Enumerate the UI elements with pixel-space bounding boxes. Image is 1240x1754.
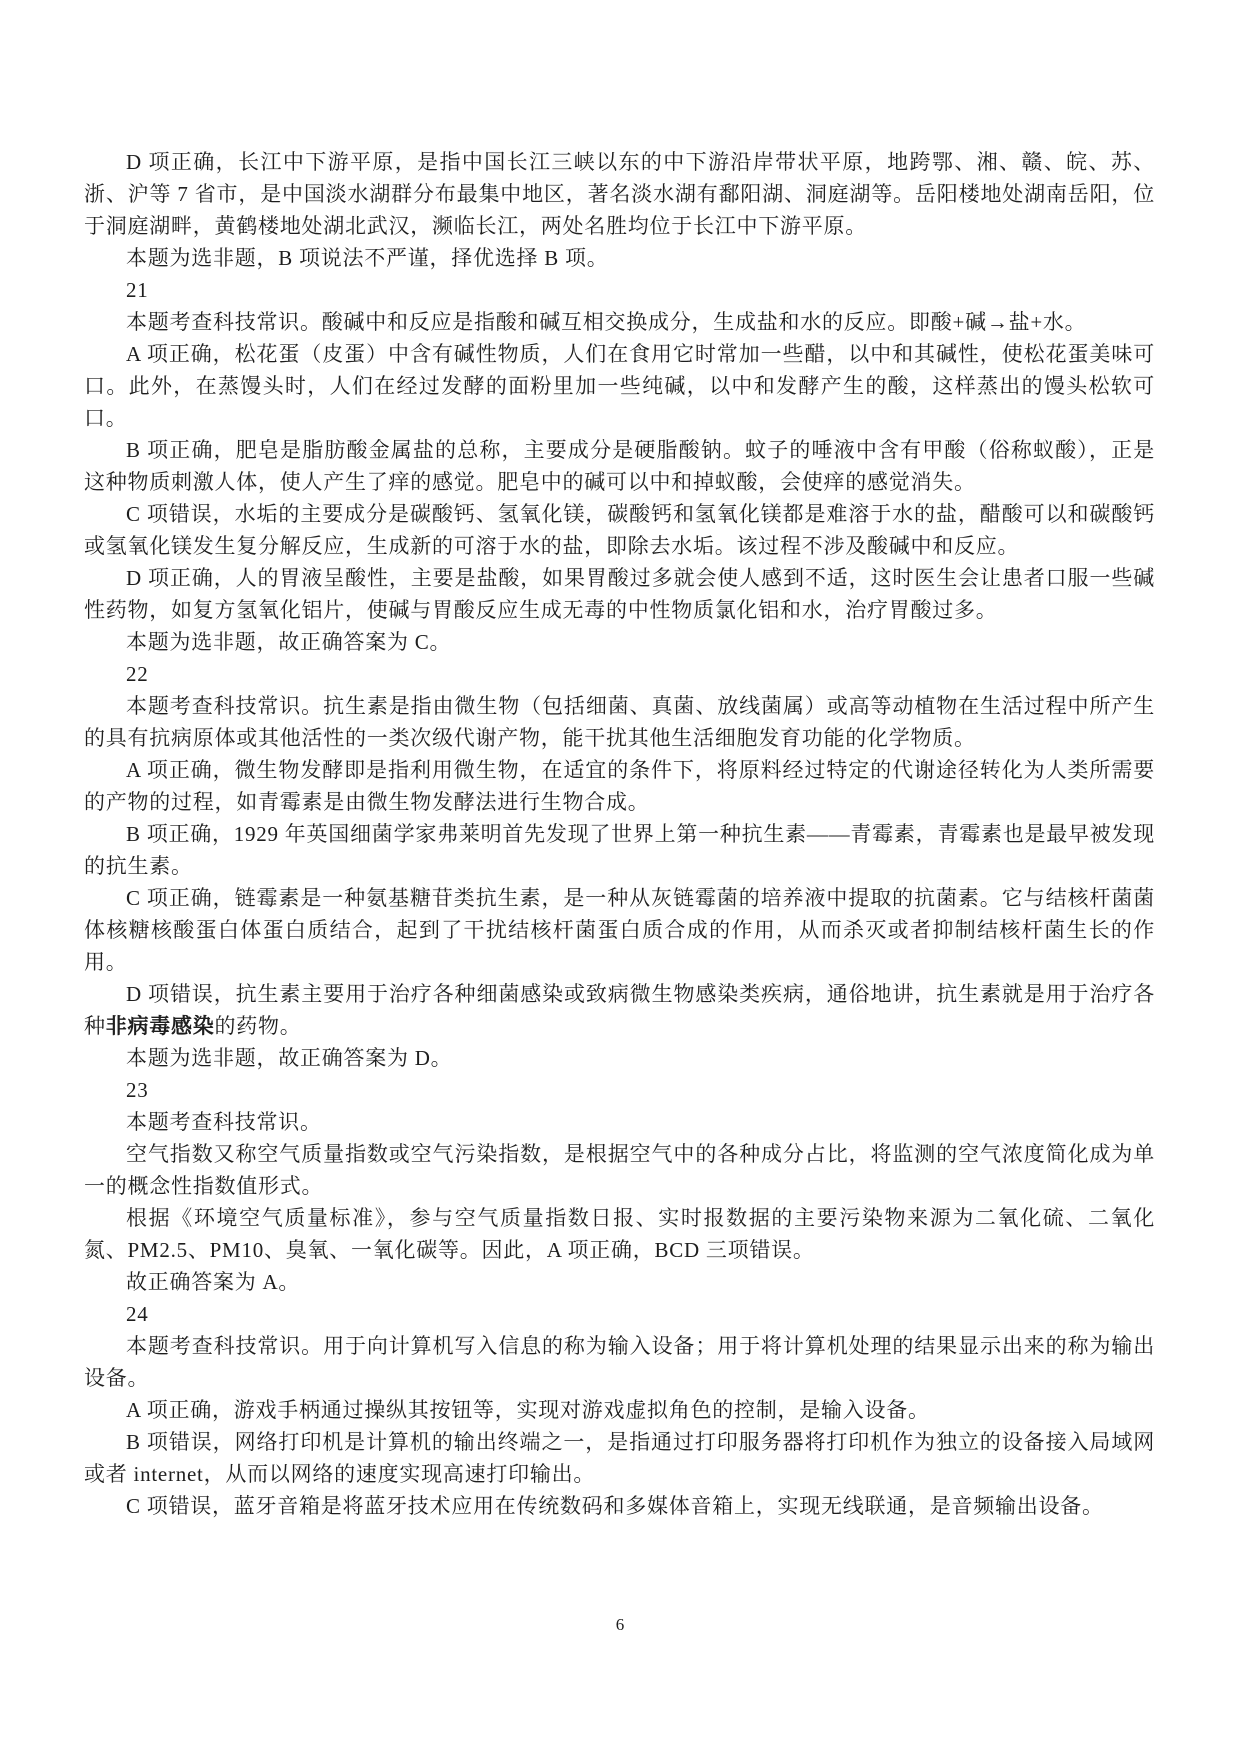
text-segment: C 项错误，水垢的主要成分是碳酸钙、氢氧化镁，碳酸钙和氢氧化镁都是难溶于水的盐，醋酸可以和碳酸钙或氢氧化镁发生复分解反应，生成新的可溶于水的盐，即除去水垢。该过程不涉及酸碱中和反应。 [84,502,1155,558]
paragraph [84,1330,1155,1394]
text-segment: A 项正确，松花蛋（皮蛋）中含有碱性物质，人们在食用它时常加一些醋，以中和其碱性，使松花蛋美味可口。此外，在蒸馒头时，人们在经过发酵的面粉里加一些纯碱，以中和发酵产生的酸，这样蒸出的馒头松软可口。 [84,342,1155,430]
paragraph [84,434,1155,498]
text-segment: 本题考查科技常识。酸碱中和反应是指酸和碱互相交换成分，生成盐和水的反应。即酸+碱→盐+水。 [126,310,1087,334]
paragraph [84,978,1155,1042]
paragraph [84,626,1155,658]
paragraph [84,818,1155,882]
text-segment: C 项错误，蓝牙音箱是将蓝牙技术应用在传统数码和多媒体音箱上，实现无线联通，是音频输出设备。 [126,1494,1104,1518]
paragraph [84,562,1155,626]
paragraph [84,498,1155,562]
text-segment: A 项正确，微生物发酵即是指利用微生物，在适宜的条件下，将原料经过特定的代谢途径转化为人类所需要的产物的过程，如青霉素是由微生物发酵法进行生物合成。 [84,758,1155,814]
paragraph [84,1266,1155,1298]
paragraph [84,306,1155,338]
text-segment: 空气指数又称空气质量指数或空气污染指数，是根据空气中的各种成分占比，将监测的空气浓度简化成为单一的概念性指数值形式。 [84,1142,1155,1198]
text-segment: 根据《环境空气质量标准》，参与空气质量指数日报、实时报数据的主要污染物来源为二氧化硫、二氧化氮、PM2.5、PM10、臭氧、一氧化碳等。因此，A 项正确，BCD 三项错误。 [84,1206,1155,1262]
paragraph [84,1202,1155,1266]
text-segment: C 项正确，链霉素是一种氨基糖苷类抗生素，是一种从灰链霉菌的培养液中提取的抗菌素。它与结核杆菌菌体核糖核酸蛋白体蛋白质结合，起到了干扰结核杆菌蛋白质合成的作用，从而杀灭或者抑制结核杆菌生长的作用。 [84,886,1155,974]
text-segment: D 项正确，长江中下游平原，是指中国长江三峡以东的中下游沿岸带状平原，地跨鄂、湘、赣、皖、苏、浙、沪等 7 省市，是中国淡水湖群分布最集中地区，著名淡水湖有鄱阳湖、洞庭湖等。岳阳楼地处湖南岳阳，位于洞庭湖畔，黄鹤楼地处湖北武汉，濒临长江，两处名胜均位于长江中下游平原。 [84,150,1155,238]
text-segment: 本题考查科技常识。 [126,1110,322,1134]
paragraph [84,242,1155,274]
text-segment: D 项错误，抗生素主要用于治疗各种细菌感染或致病微生物感染类疾病，通俗地讲，抗生素就是用于治疗各种 [84,982,1155,1038]
question-number: 23 [126,1078,149,1102]
question-number: 22 [126,662,149,686]
text-segment: 的药物。 [214,1014,302,1038]
text-segment: 本题为选非题，故正确答案为 C。 [126,630,452,654]
text-segment: A 项正确，游戏手柄通过操纵其按钮等，实现对游戏虚拟角色的控制，是输入设备。 [126,1398,930,1422]
document-body [84,146,1155,1522]
paragraph [84,338,1155,434]
page-number: 6 [615,1615,625,1634]
text-segment: B 项错误，网络打印机是计算机的输出终端之一，是指通过打印服务器将打印机作为独立的设备接入局域网或者 internet，从而以网络的速度实现高速打印输出。 [84,1430,1155,1486]
text-segment: 本题考查科技常识。用于向计算机写入信息的称为输入设备；用于将计算机处理的结果显示出来的称为输出设备。 [84,1334,1155,1390]
paragraph [84,1042,1155,1074]
page-footer [0,1614,1240,1636]
text-segment: B 项正确，肥皂是脂肪酸金属盐的总称，主要成分是硬脂酸钠。蚊子的唾液中含有甲酸（俗称蚁酸），正是这种物质刺激人体，使人产生了痒的感觉。肥皂中的碱可以中和掉蚁酸，会使痒的感觉消失。 [84,438,1155,494]
text-segment: 本题为选非题，故正确答案为 D。 [126,1046,453,1070]
paragraph [84,754,1155,818]
text-segment: 故正确答案为 A。 [126,1270,301,1294]
paragraph [84,1426,1155,1490]
paragraph [84,690,1155,754]
text-segment: 本题考查科技常识。抗生素是指由微生物（包括细菌、真菌、放线菌属）或高等动植物在生活过程中所产生的具有抗病原体或其他活性的一类次级代谢产物，能干扰其他生活细胞发育功能的化学物质。 [84,694,1155,750]
paragraph [84,1106,1155,1138]
paragraph [84,1394,1155,1426]
paragraph [84,882,1155,978]
text-segment: 本题为选非题，B 项说法不严谨，择优选择 B 项。 [126,246,609,270]
paragraph [84,146,1155,242]
text-segment: B 项正确，1929 年英国细菌学家弗莱明首先发现了世界上第一种抗生素——青霉素，青霉素也是最早被发现的抗生素。 [84,822,1155,878]
paragraph [84,1138,1155,1202]
question-number: 21 [126,278,149,302]
bold-text-segment: 非病毒感染 [105,1014,215,1038]
text-segment: D 项正确，人的胃液呈酸性，主要是盐酸，如果胃酸过多就会使人感到不适，这时医生会让患者口服一些碱性药物，如复方氢氧化铝片，使碱与胃酸反应生成无毒的中性物质氯化铝和水，治疗胃酸过多。 [84,566,1155,622]
paragraph [84,1490,1155,1522]
question-number: 24 [126,1302,149,1326]
